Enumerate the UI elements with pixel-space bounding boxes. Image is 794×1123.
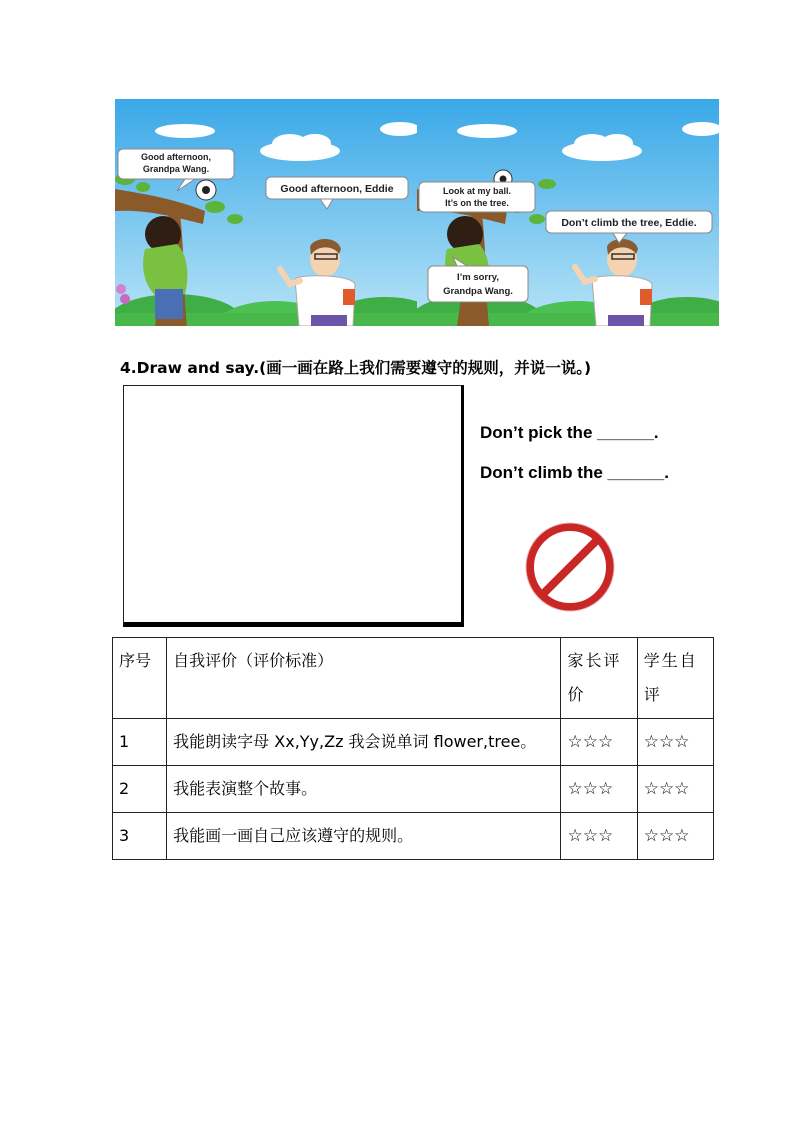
table-row	[113, 719, 714, 766]
student-stars[interactable]: ☆☆☆	[637, 813, 713, 860]
parent-stars[interactable]: ☆☆☆	[561, 813, 637, 860]
header-criteria: 自我评价（评价标准）	[167, 638, 561, 719]
row-criteria: 我能朗读字母 Xx,Yy,Zz 我会说单词 flower,tree。	[167, 719, 561, 766]
bubble-line-2: It’s on the tree.	[445, 198, 509, 208]
bubble-line-1: Good afternoon,	[141, 152, 211, 162]
header-number: 序号	[113, 638, 167, 719]
student-stars[interactable]: ☆☆☆	[637, 766, 713, 813]
comic-illustration-2	[417, 99, 719, 326]
speech-bubble-3	[419, 182, 535, 212]
comic-panel-2	[417, 99, 719, 326]
drawing-area[interactable]	[123, 385, 464, 627]
row-criteria: 我能画一画自己应该遵守的规则。	[167, 813, 561, 860]
header-student: 学生自评	[637, 638, 713, 719]
parent-stars[interactable]: ☆☆☆	[561, 766, 637, 813]
evaluation-table	[112, 637, 714, 860]
row-number: 1	[113, 719, 167, 766]
rule-sentence-1: Don’t pick the ______.	[480, 423, 659, 442]
row-criteria: 我能表演整个故事。	[167, 766, 561, 813]
bubble-line-2: Grandpa Wang.	[443, 286, 513, 297]
bubble-text: Good afternoon, Eddie	[280, 183, 394, 195]
header-parent: 家长评价	[561, 638, 637, 719]
row-number: 3	[113, 813, 167, 860]
table-header-row	[113, 638, 714, 719]
student-stars[interactable]: ☆☆☆	[637, 719, 713, 766]
rule-sentence-2: Don’t climb the ______.	[480, 463, 669, 482]
table-row	[113, 813, 714, 860]
parent-stars[interactable]: ☆☆☆	[561, 719, 637, 766]
prohibition-sign-icon	[524, 521, 616, 617]
section-heading: 4.Draw and say.(画一画在路上我们需要遵守的规则，并说一说。)	[120, 359, 592, 377]
bubble-line-1: Look at my ball.	[442, 186, 512, 196]
table-row	[113, 766, 714, 813]
row-number: 2	[113, 766, 167, 813]
comic-illustration-1	[115, 99, 417, 326]
bubble-text: Don’t climb the tree, Eddie.	[561, 217, 697, 229]
comic-panel-1	[115, 99, 417, 326]
bubble-line-2: Grandpa Wang.	[142, 164, 210, 174]
bubble-line-1: I’m sorry,	[456, 272, 500, 283]
